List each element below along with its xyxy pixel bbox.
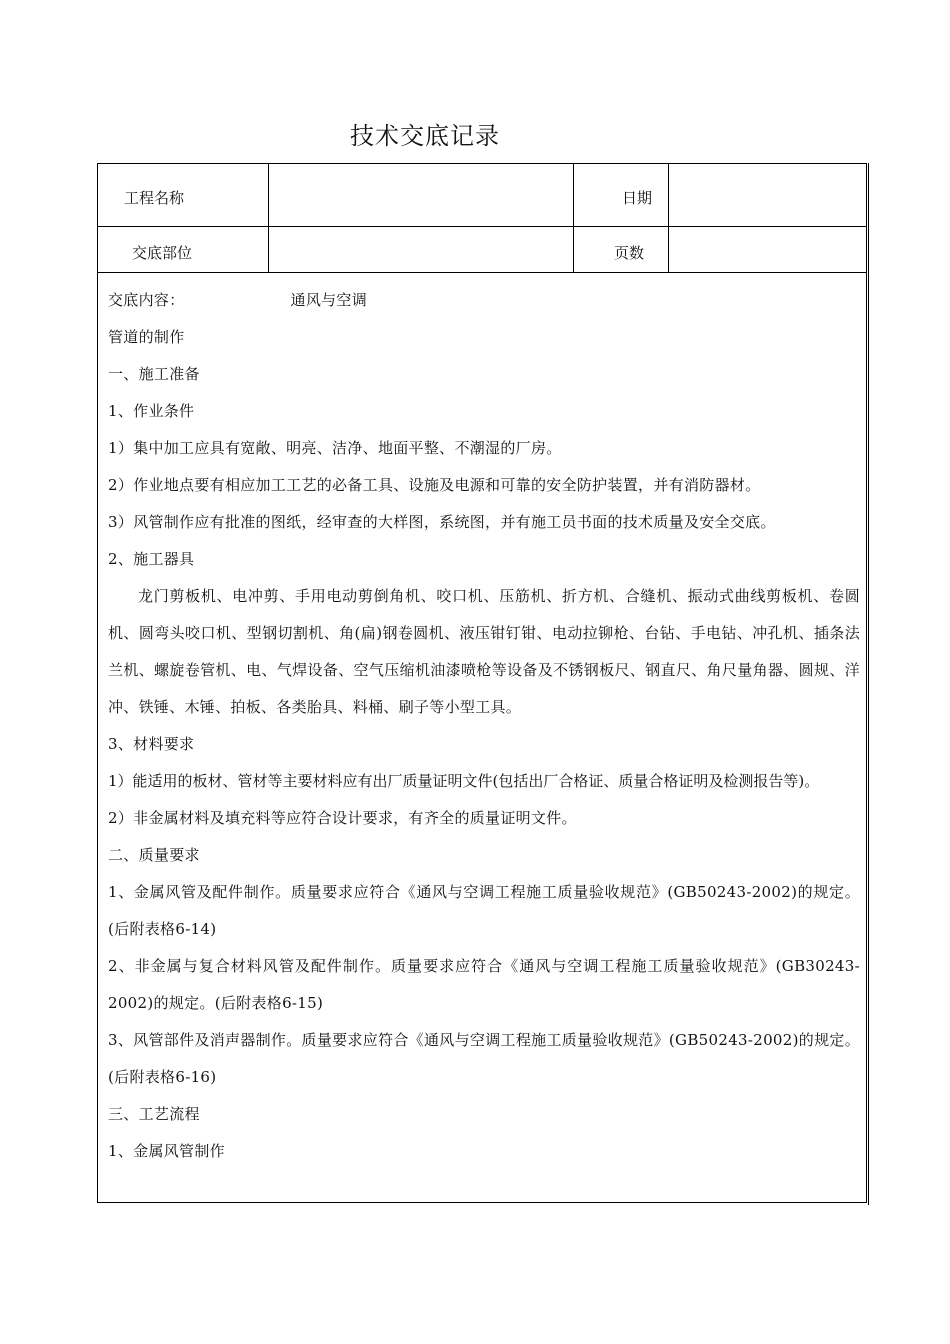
content-label: 交底内容： [108,291,185,309]
handover-record-form [97,163,867,1203]
document-title: 技术交底记录 [350,122,500,150]
project-name-label: 工程名称 [124,189,185,207]
quality-paragraph: 1、金属风管及配件制作。质量要求应符合《通风与空调工程施工质量验收规范》(GB50243-2002)的规定。(后附表格6-14) [108,883,860,938]
column-divider [268,164,269,272]
content-line: 1）集中加工应具有宽敞、明亮、洁净、地面平整、不潮湿的厂房。 [108,439,562,457]
handover-content [108,282,860,1170]
page-edge-line [868,163,869,1205]
row-divider [98,272,866,273]
content-line: 一、施工准备 [108,365,200,383]
content-line: 2）作业地点要有相应加工工艺的必备工具、设施及电源和可靠的安全防护装置，并有消防器材。 [108,476,761,494]
content-line: 二、质量要求 [108,846,200,864]
content-line: 2、施工器具 [108,550,195,568]
pages-label: 页数 [614,244,645,262]
quality-paragraph: 3、风管部件及消声器制作。质量要求应符合《通风与空调工程施工质量验收规范》(GB50243-2002)的规定。(后附表格6-16) [108,1031,860,1086]
tools-paragraph: 龙门剪板机、电冲剪、手用电动剪倒角机、咬口机、压筋机、折方机、合缝机、振动式曲线剪板机、卷圆机、圆弯头咬口机、型钢切割机、角(扁)钢卷圆机、液压钳钉钳、电动拉铆枪、台钻、手电钻、冲孔机、插条法兰机、螺旋卷管机、电、气焊设备、空气压缩机油漆喷枪等设备及不锈钢板尺、钢直尺、角尺量角器、圆规、洋冲、铁锤、木锤、拍板、各类胎具、料桶、刷子等小型工具。 [108,587,860,716]
content-line: 管道的制作 [108,328,185,346]
content-line: 3、材料要求 [108,735,195,753]
content-line: 1、作业条件 [108,402,195,420]
content-line: 3）风管制作应有批准的图纸，经审查的大样图，系统图，并有施工员书面的技术质量及安全交底。 [108,513,776,531]
date-label: 日期 [622,189,653,207]
column-divider [573,164,574,272]
content-subject: 通风与空调 [290,291,368,309]
content-line: 1）能适用的板材、管材等主要材料应有出厂质量证明文件(包括出厂合格证、质量合格证明及检测报告等)。 [108,772,820,790]
handover-part-label: 交底部位 [132,244,193,262]
column-divider [668,164,669,272]
content-heading [108,282,860,319]
row-divider [98,226,866,227]
content-line: 三、工艺流程 [108,1105,200,1123]
quality-paragraph: 2、非金属与复合材料风管及配件制作。质量要求应符合《通风与空调工程施工质量验收规范》(GB30243-2002)的规定。(后附表格6-15) [108,957,860,1012]
content-line: 1、金属风管制作 [108,1142,225,1160]
content-line: 2）非金属材料及填充料等应符合设计要求，有齐全的质量证明文件。 [108,809,577,827]
